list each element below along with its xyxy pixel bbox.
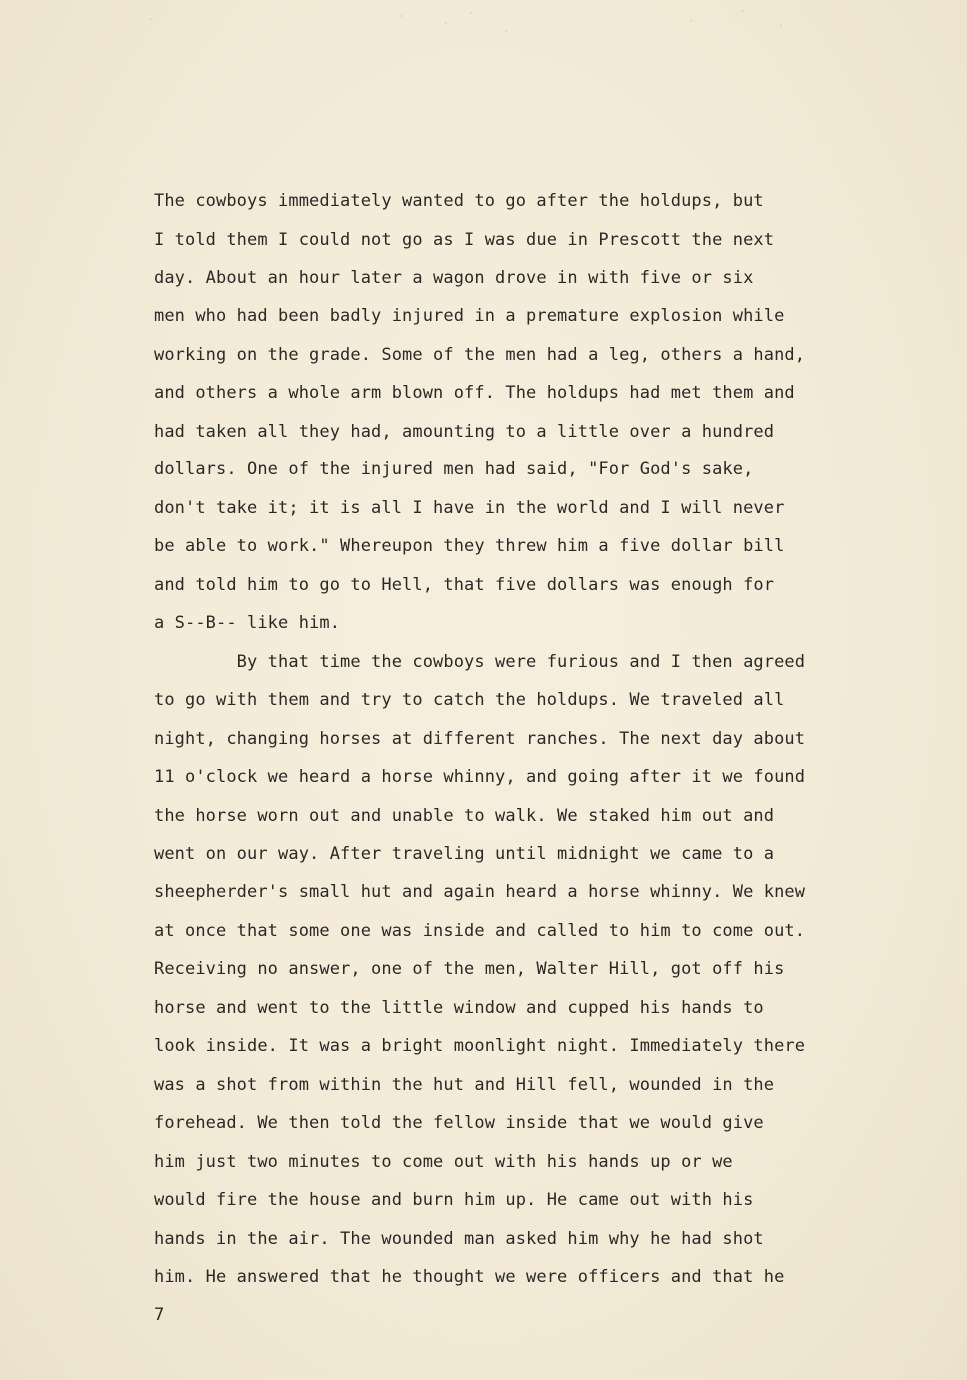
text-line: the horse worn out and unable to walk. We staked him out and xyxy=(154,806,775,826)
paper-speckle xyxy=(445,22,447,24)
paper-speckle xyxy=(742,10,744,12)
paper-speckle xyxy=(470,12,472,14)
paper-speckle xyxy=(505,30,507,32)
paper-speckle xyxy=(150,18,152,20)
text-line: sheepherder's small hut and again heard a horse whinny. We knew xyxy=(154,882,806,902)
text-line: to go with them and try to catch the holdups. We traveled all xyxy=(154,690,785,710)
page-number: 7 xyxy=(154,1305,165,1325)
text-line: don't take it; it is all I have in the world and I will never xyxy=(154,498,785,518)
text-line: men who had been badly injured in a premature explosion while xyxy=(154,306,785,326)
text-line: night, changing horses at different ranches. The next day about xyxy=(154,729,806,749)
text-line: and told him to go to Hell, that five dollars was enough for xyxy=(154,575,775,595)
text-line: and others a whole arm blown off. The holdups had met them and xyxy=(154,383,795,403)
text-line: was a shot from within the hut and Hill fell, wounded in the xyxy=(154,1075,775,1095)
text-line: The cowboys immediately wanted to go after the holdups, but xyxy=(154,191,764,211)
text-line: had taken all they had, amounting to a little over a hundred xyxy=(154,422,775,442)
text-line: be able to work." Whereupon they threw him a five dollar bill xyxy=(154,536,785,556)
text-line: look inside. It was a bright moonlight night. Immediately there xyxy=(154,1036,806,1056)
paper-speckle xyxy=(400,15,402,17)
text-line: went on our way. After traveling until midnight we came to a xyxy=(154,844,775,864)
text-line: dollars. One of the injured men had said, "For God's sake, xyxy=(154,459,754,479)
text-line: hands in the air. The wounded man asked him why he had shot xyxy=(154,1229,764,1249)
text-line: I told them I could not go as I was due in Prescott the next xyxy=(154,230,775,250)
text-line: would fire the house and burn him up. He came out with his xyxy=(154,1190,754,1210)
text-line: forehead. We then told the fellow inside that we would give xyxy=(154,1113,764,1133)
paper-speckle xyxy=(690,20,692,22)
text-line: Receiving no answer, one of the men, Walter Hill, got off his xyxy=(154,959,785,979)
text-line: day. About an hour later a wagon drove in with five or six xyxy=(154,268,754,288)
text-line: at once that some one was inside and called to him to come out. xyxy=(154,921,806,941)
text-line: him just two minutes to come out with his hands up or we xyxy=(154,1152,733,1172)
text-line: horse and went to the little window and cupped his hands to xyxy=(154,998,764,1018)
text-line: By that time the cowboys were furious and I then agreed xyxy=(154,652,806,672)
text-line: him. He answered that he thought we were officers and that he xyxy=(154,1267,785,1287)
text-line: working on the grade. Some of the men had a leg, others a hand, xyxy=(154,345,806,365)
text-line: 11 o'clock we heard a horse whinny, and going after it we found xyxy=(154,767,806,787)
paper-speckle xyxy=(780,25,782,27)
text-line: a S--B-- like him. xyxy=(154,613,341,633)
